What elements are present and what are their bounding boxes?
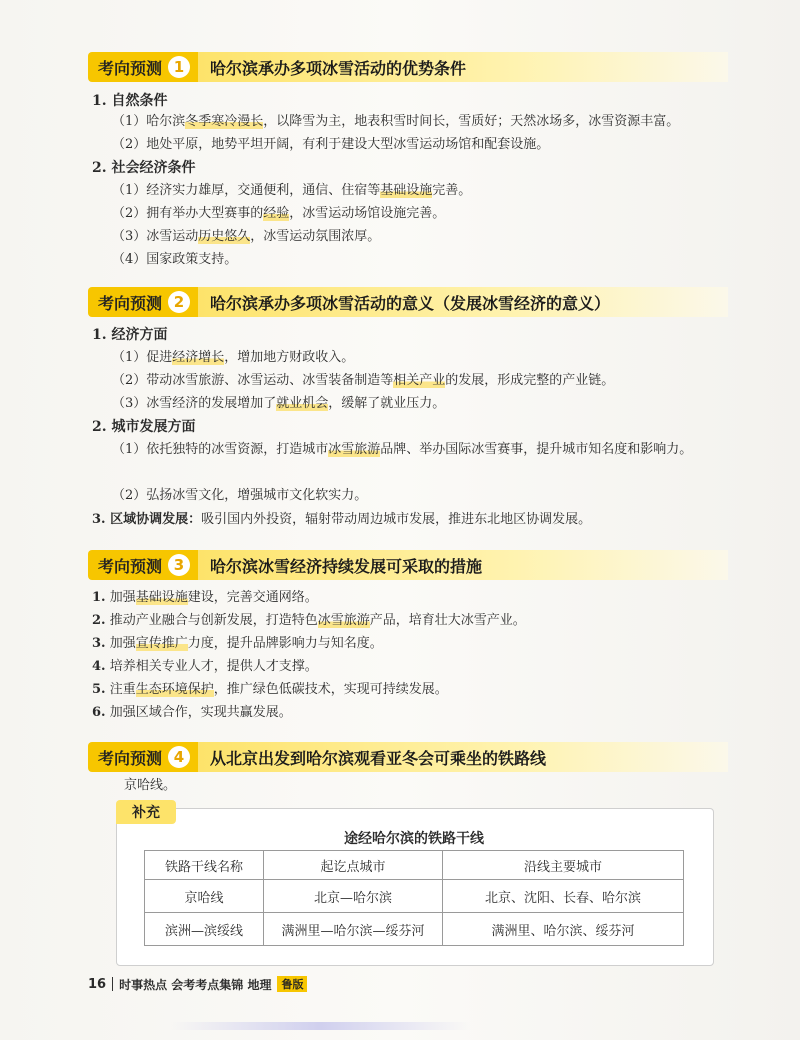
column-header: 铁路干线名称 <box>145 851 264 880</box>
list-item: （1）经济实力雄厚，交通便利，通信、住宿等基础设施完善。 <box>112 183 472 198</box>
list-item: （1）哈尔滨冬季寒冷漫长，以降雪为主，地表积雪时间长，雪质好；天然冰场多，冰雪资源丰富。 <box>112 114 680 129</box>
list-item: （2）拥有举办大型赛事的经验，冰雪运动场馆设施完善。 <box>112 206 446 221</box>
list-item: （3）冰雪运动历史悠久，冰雪运动氛围浓厚。 <box>112 229 381 244</box>
table-cell: 北京、沈阳、长春、哈尔滨 <box>443 880 684 913</box>
table-cell: 满洲里—哈尔滨—绥芬河 <box>264 913 443 946</box>
page-number: 16 <box>88 976 107 992</box>
table-cell: 滨洲—滨绥线 <box>145 913 264 946</box>
section-title: 从北京出发到哈尔滨观看亚冬会可乘坐的铁路线 <box>198 742 728 772</box>
column-header: 沿线主要城市 <box>443 851 684 880</box>
section-title: 哈尔滨冰雪经济持续发展可采取的措施 <box>198 550 728 580</box>
supplement-tag: 补充 <box>116 800 176 824</box>
table-header-row <box>145 851 684 880</box>
group-heading: 1. 经济方面 <box>92 327 168 343</box>
section-title: 哈尔滨承办多项冰雪活动的意义（发展冰雪经济的意义） <box>198 287 728 317</box>
section-tag: 考向预测 2 <box>88 287 198 317</box>
list-item: （2）地处平原，地势平坦开阔，有利于建设大型冰雪运动场馆和配套设施。 <box>112 137 550 152</box>
list-item: （2）弘扬冰雪文化，增强城市文化软实力。 <box>112 488 368 503</box>
list-item: 6. 加强区域合作，实现共赢发展。 <box>92 705 292 720</box>
section-tag: 考向预测 3 <box>88 550 198 580</box>
list-item: （1）促进经济增长，增加地方财政收入。 <box>112 350 355 365</box>
page-footer <box>88 974 307 994</box>
answer-text: 京哈线。 <box>124 778 177 793</box>
list-item: （2）带动冰雪旅游、冰雪运动、冰雪装备制造等相关产业的发展，形成完整的产业链。 <box>112 373 615 388</box>
section-title: 哈尔滨承办多项冰雪活动的优势条件 <box>198 52 728 82</box>
group-heading: 2. 社会经济条件 <box>92 160 196 176</box>
list-item: 5. 注重生态环境保护，推广绿色低碳技术，实现可持续发展。 <box>92 682 448 697</box>
edition-badge: 鲁版 <box>277 976 307 992</box>
section-number: 2 <box>168 291 190 313</box>
section-header-1 <box>88 52 728 82</box>
list-item: （3）冰雪经济的发展增加了就业机会，缓解了就业压力。 <box>112 396 446 411</box>
section-tag: 考向预测 1 <box>88 52 198 82</box>
table-cell: 北京—哈尔滨 <box>264 880 443 913</box>
railway-table <box>144 850 684 946</box>
table-cell: 满洲里、哈尔滨、绥芬河 <box>443 913 684 946</box>
section-number: 1 <box>168 56 190 78</box>
list-item: 1. 加强基础设施建设，完善交通网络。 <box>92 590 318 605</box>
section-header-4 <box>88 742 728 772</box>
list-item: 3. 区域协调发展：吸引国内外投资，辐射带动周边城市发展，推进东北地区协调发展。 <box>92 512 592 527</box>
section-tag: 考向预测 4 <box>88 742 198 772</box>
column-header: 起讫点城市 <box>264 851 443 880</box>
section-header-3 <box>88 550 728 580</box>
table-row <box>145 880 684 913</box>
list-item: 3. 加强宣传推广力度，提升品牌影响力与知名度。 <box>92 636 383 651</box>
section-number: 4 <box>168 746 190 768</box>
list-item: 4. 培养相关专业人才，提供人才支撑。 <box>92 659 318 674</box>
table-row <box>145 913 684 946</box>
section-header-2 <box>88 287 728 317</box>
list-item: （1）依托独特的冰雪资源，打造城市冰雪旅游品牌、举办国际冰雪赛事，提升城市知名度和影响力。 <box>112 442 693 457</box>
section-number: 3 <box>168 554 190 576</box>
scan-shadow <box>170 1022 470 1030</box>
footer-title: 时事热点 会考考点集锦 地理 <box>119 977 272 992</box>
table-title: 途经哈尔滨的铁路干线 <box>344 831 484 847</box>
group-heading: 2. 城市发展方面 <box>92 419 196 435</box>
table-cell: 京哈线 <box>145 880 264 913</box>
footer-divider <box>112 977 113 991</box>
list-item: 2. 推动产业融合与创新发展，打造特色冰雪旅游产品，培育壮大冰雪产业。 <box>92 613 526 628</box>
list-item: （4）国家政策支持。 <box>112 252 238 267</box>
group-heading: 1. 自然条件 <box>92 93 168 109</box>
